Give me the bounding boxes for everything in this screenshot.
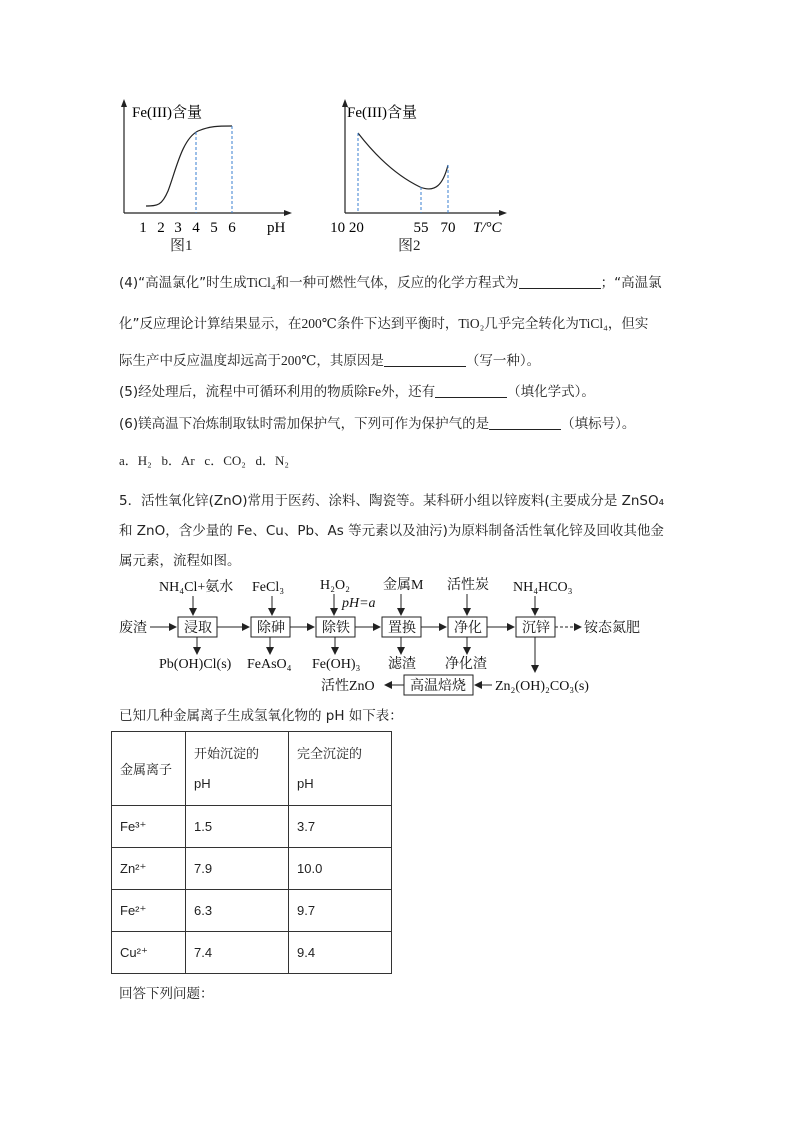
fig2-xtick: 10 20 xyxy=(330,220,364,236)
cell-end: 3.7 xyxy=(289,806,392,848)
fig1-y-arrow xyxy=(121,99,127,107)
problem5-line2: 和 ZnO，含少量的 Fe、Cu、Pb、As 等元素以及油污)为原料制备活性氧化锌及回收其他金 xyxy=(119,523,664,539)
flow-start: 废渣 xyxy=(119,621,147,636)
fig1-curve xyxy=(146,126,232,206)
fig2-xtick: 55 xyxy=(413,220,429,236)
problem5-line3: 属元素，流程如图。 xyxy=(119,553,241,569)
step-label: 置换 xyxy=(388,621,416,636)
header-start: 开始沉淀的 pH xyxy=(186,732,289,806)
ph-note: pH=a xyxy=(342,596,376,611)
fig2-xtick: 70 xyxy=(440,220,456,236)
figure2-chart xyxy=(325,95,520,245)
calcine-label: 高温焙烧 xyxy=(410,679,466,694)
fig1-xtick: 4 xyxy=(192,220,200,236)
answer-blank[interactable] xyxy=(435,383,507,398)
fig2-ylabel: Fe(III)含量 xyxy=(347,105,417,121)
fig1-caption: 图1 xyxy=(170,238,193,254)
fig1-xlabel: pH xyxy=(267,220,286,236)
step-label: 浸取 xyxy=(184,621,212,636)
reagent-label: 活性炭 xyxy=(447,578,489,593)
fig1-xtick: 3 xyxy=(174,220,182,236)
cell-start: 7.4 xyxy=(186,932,289,974)
footer-prompt: 回答下列问题： xyxy=(119,986,214,1002)
cell-end: 10.0 xyxy=(289,848,392,890)
cell-ion: Fe²⁺ xyxy=(112,890,186,932)
byproduct-label: 净化渣 xyxy=(445,657,487,672)
ph-table xyxy=(111,731,392,974)
answer-blank[interactable] xyxy=(519,274,601,289)
byproduct-label: Pb(OH)Cl(s) xyxy=(159,657,232,672)
reagent-label: 金属M xyxy=(383,578,424,593)
fig2-x-arrow xyxy=(499,210,507,216)
step-label: 沉锌 xyxy=(522,621,550,636)
table-row xyxy=(112,848,392,890)
reagent-label: NH₄HCO₃ xyxy=(513,580,573,595)
option-d: d．N₂ xyxy=(255,453,289,468)
table-header-row xyxy=(112,732,392,806)
cell-ion: Fe³⁺ xyxy=(112,806,186,848)
header-ion: 金属离子 xyxy=(112,732,186,806)
table-row xyxy=(112,932,392,974)
fig2-curve xyxy=(358,133,448,189)
byproduct-label: Fe(OH)₃ xyxy=(312,657,361,672)
fig1-xtick: 1 xyxy=(139,220,147,236)
step-label: 净化 xyxy=(454,621,482,636)
cell-start: 6.3 xyxy=(186,890,289,932)
option-a: a．H₂ xyxy=(119,453,152,468)
fig1-xtick: 2 xyxy=(157,220,165,236)
q6-line: (6)镁高温下冶炼制取钛时需加保护气，下列可作为保护气的是 （填标号）。 xyxy=(119,416,636,432)
fig2-xlabel: T/°C xyxy=(473,220,502,236)
fig1-xtick: 6 xyxy=(228,220,236,236)
reagent-label: NH₄Cl+氨水 xyxy=(159,580,234,595)
reagent-label: H₂O₂ xyxy=(320,578,350,593)
process-flowchart xyxy=(110,572,690,702)
q4-line1: (4)“高温氯化”时生成TiCl₄和一种可燃性气体，反应的化学方程式为 ；“高温氯 xyxy=(119,275,662,291)
header-end: 完全沉淀的 pH xyxy=(289,732,392,806)
fig2-caption: 图2 xyxy=(398,238,421,254)
option-c: c．CO₂ xyxy=(204,453,246,468)
step-label: 除砷 xyxy=(257,621,285,636)
cell-ion: Zn²⁺ xyxy=(112,848,186,890)
fig1-x-arrow xyxy=(284,210,292,216)
calcine-input: Zn₂(OH)₂CO₃(s) xyxy=(495,679,589,694)
table-row xyxy=(112,806,392,848)
byproduct-label: FeAsO₄ xyxy=(247,657,292,672)
byproduct-label: 滤渣 xyxy=(388,657,416,672)
answer-blank[interactable] xyxy=(489,415,561,430)
q6-options xyxy=(119,452,289,470)
cell-end: 9.4 xyxy=(289,932,392,974)
flow-end-output: 铵态氮肥 xyxy=(584,621,640,636)
cell-start: 7.9 xyxy=(186,848,289,890)
table-row xyxy=(112,890,392,932)
cell-start: 1.5 xyxy=(186,806,289,848)
cell-end: 9.7 xyxy=(289,890,392,932)
fig1-ylabel: Fe(III)含量 xyxy=(132,105,202,121)
q4-line2: 化”反应理论计算结果显示，在200℃条件下达到平衡时，TiO₂几乎完全转化为TiCl₄，但实 xyxy=(119,316,649,332)
flow-product: 活性ZnO xyxy=(321,679,375,694)
figure1-chart xyxy=(110,95,310,245)
step-label: 除铁 xyxy=(322,621,350,636)
option-b: b．Ar xyxy=(161,453,195,468)
q4-line3: 际生产中反应温度却远高于200℃，其原因是 （写一种）。 xyxy=(119,353,541,369)
fig1-xtick: 5 xyxy=(210,220,218,236)
table-intro: 已知几种金属离子生成氢氧化物的 pH 如下表： xyxy=(119,708,403,724)
answer-blank[interactable] xyxy=(384,352,466,367)
q5-subquestion: (5)经处理后，流程中可循环利用的物质除Fe外，还有 （填化学式）。 xyxy=(119,384,595,400)
cell-ion: Cu²⁺ xyxy=(112,932,186,974)
problem5-line1: 5．活性氧化锌(ZnO)常用于医药、涂料、陶瓷等。某科研小组以锌废料(主要成分是 ZnSO₄ xyxy=(119,493,665,509)
reagent-label: FeCl₃ xyxy=(252,580,285,595)
